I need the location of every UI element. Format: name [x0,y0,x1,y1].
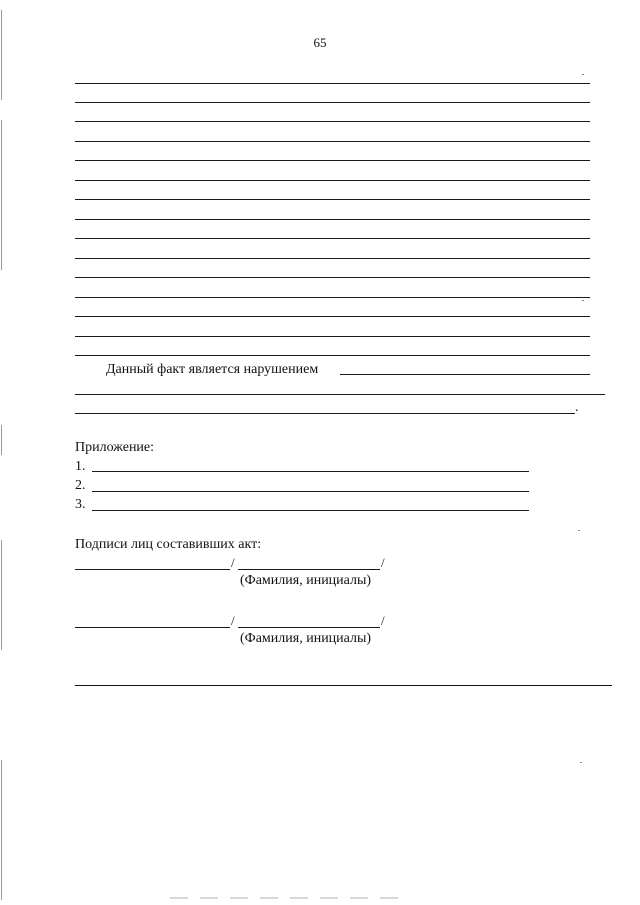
ruled-line [75,102,590,103]
scan-speck [582,74,584,75]
appendix-item-number: 3. [75,497,86,512]
ruled-line [75,297,590,298]
scan-speck [578,530,580,531]
violation-field-line-2[interactable] [75,394,605,395]
name-initials-field[interactable] [238,627,380,628]
violation-end-mark: . [575,400,579,415]
ruled-line [75,258,590,259]
ruled-line [75,199,590,200]
appendix-item-number: 2. [75,478,86,493]
appendix-item-field[interactable] [92,510,529,511]
name-initials-field[interactable] [238,569,380,570]
appendix-title: Приложение: [75,440,155,455]
signature-separator: / [231,555,235,570]
appendix-item-number: 1. [75,459,86,474]
signatures-title: Подписи лиц составивших акт: [75,537,262,552]
ruled-line [75,141,590,142]
scan-marks [170,897,410,899]
name-initials-caption: (Фамилия, инициалы) [240,573,372,588]
ruled-line [75,277,590,278]
scan-speck [582,300,584,301]
appendix-item-field[interactable] [92,491,529,492]
appendix-item-field[interactable] [92,471,529,472]
ruled-line [75,355,590,356]
signature-separator: / [381,613,385,628]
name-initials-caption: (Фамилия, инициалы) [240,631,372,646]
margin-mark [1,10,2,100]
page-number: 65 [313,35,327,50]
margin-mark [1,425,2,455]
ruled-line [75,316,590,317]
signature-field[interactable] [75,569,230,570]
violation-field-line-3[interactable] [75,413,575,414]
ruled-line [75,121,590,122]
ruled-line [75,83,590,84]
signature-separator: / [381,555,385,570]
margin-mark [1,120,2,270]
bottom-rule [75,685,612,686]
violation-label: Данный факт является нарушением [106,362,319,377]
signature-field[interactable] [75,627,230,628]
ruled-line [75,160,590,161]
scan-speck [580,762,582,763]
ruled-line [75,219,590,220]
ruled-line [75,180,590,181]
signature-separator: / [231,613,235,628]
ruled-line [75,336,590,337]
ruled-line [75,238,590,239]
margin-mark [1,540,2,650]
violation-field[interactable] [340,374,590,375]
margin-mark [1,760,2,900]
